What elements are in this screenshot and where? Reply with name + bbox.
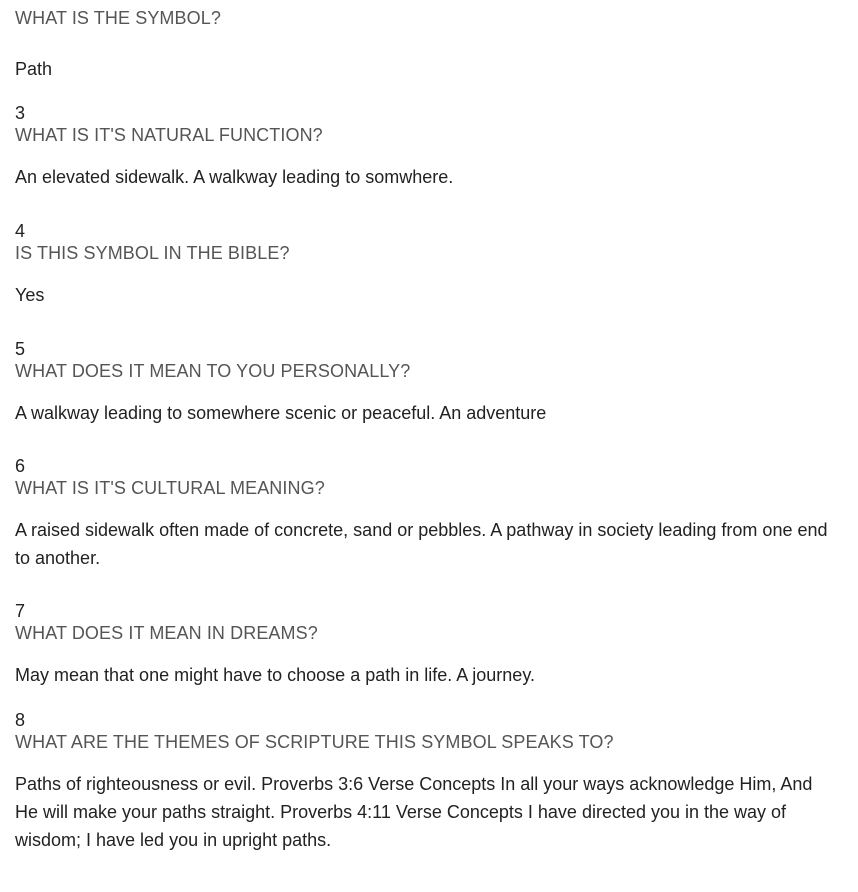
section-in-bible bbox=[15, 220, 828, 309]
question-label: WHAT IS THE SYMBOL? bbox=[15, 8, 221, 28]
question-label: WHAT DOES IT MEAN TO YOU PERSONALLY? bbox=[15, 361, 411, 381]
answer-text: Yes bbox=[15, 285, 45, 305]
question-label: WHAT IS IT'S NATURAL FUNCTION? bbox=[15, 125, 323, 145]
answer-text: May mean that one might have to choose a path in life. A journey. bbox=[15, 665, 535, 685]
question-label: WHAT ARE THE THEMES OF SCRIPTURE THIS SYMBOL SPEAKS TO? bbox=[15, 732, 614, 752]
section-number: 8 bbox=[15, 710, 26, 730]
section-dream-meaning bbox=[15, 600, 828, 689]
section-personal-meaning bbox=[15, 338, 828, 427]
answer-text: Paths of righteousness or evil. Proverbs 3:6 Verse Concepts In all your ways acknowledge Him, And He will make your paths straight. Proverbs 4:11 Verse Concepts I have directed you in the way of wisdom; I have led you in upright paths. bbox=[15, 774, 813, 850]
section-number: 3 bbox=[15, 103, 26, 123]
section-scripture-themes bbox=[15, 709, 828, 854]
question-label: WHAT DOES IT MEAN IN DREAMS? bbox=[15, 623, 318, 643]
section-number: 6 bbox=[15, 456, 26, 476]
answer-text: Path bbox=[15, 59, 53, 79]
answer-text: A raised sidewalk often made of concrete, sand or pebbles. A pathway in society leading from one end to another. bbox=[15, 520, 828, 568]
section-natural-function bbox=[15, 102, 828, 191]
section-symbol bbox=[15, 7, 828, 83]
section-number: 5 bbox=[15, 339, 26, 359]
section-number: 7 bbox=[15, 601, 26, 621]
question-label: IS THIS SYMBOL IN THE BIBLE? bbox=[15, 243, 290, 263]
section-number: 4 bbox=[15, 221, 26, 241]
answer-text: A walkway leading to somewhere scenic or peaceful. An adventure bbox=[15, 403, 547, 423]
question-label: WHAT IS IT'S CULTURAL MEANING? bbox=[15, 478, 325, 498]
answer-text: An elevated sidewalk. A walkway leading to somwhere. bbox=[15, 167, 454, 187]
section-cultural-meaning bbox=[15, 455, 828, 572]
